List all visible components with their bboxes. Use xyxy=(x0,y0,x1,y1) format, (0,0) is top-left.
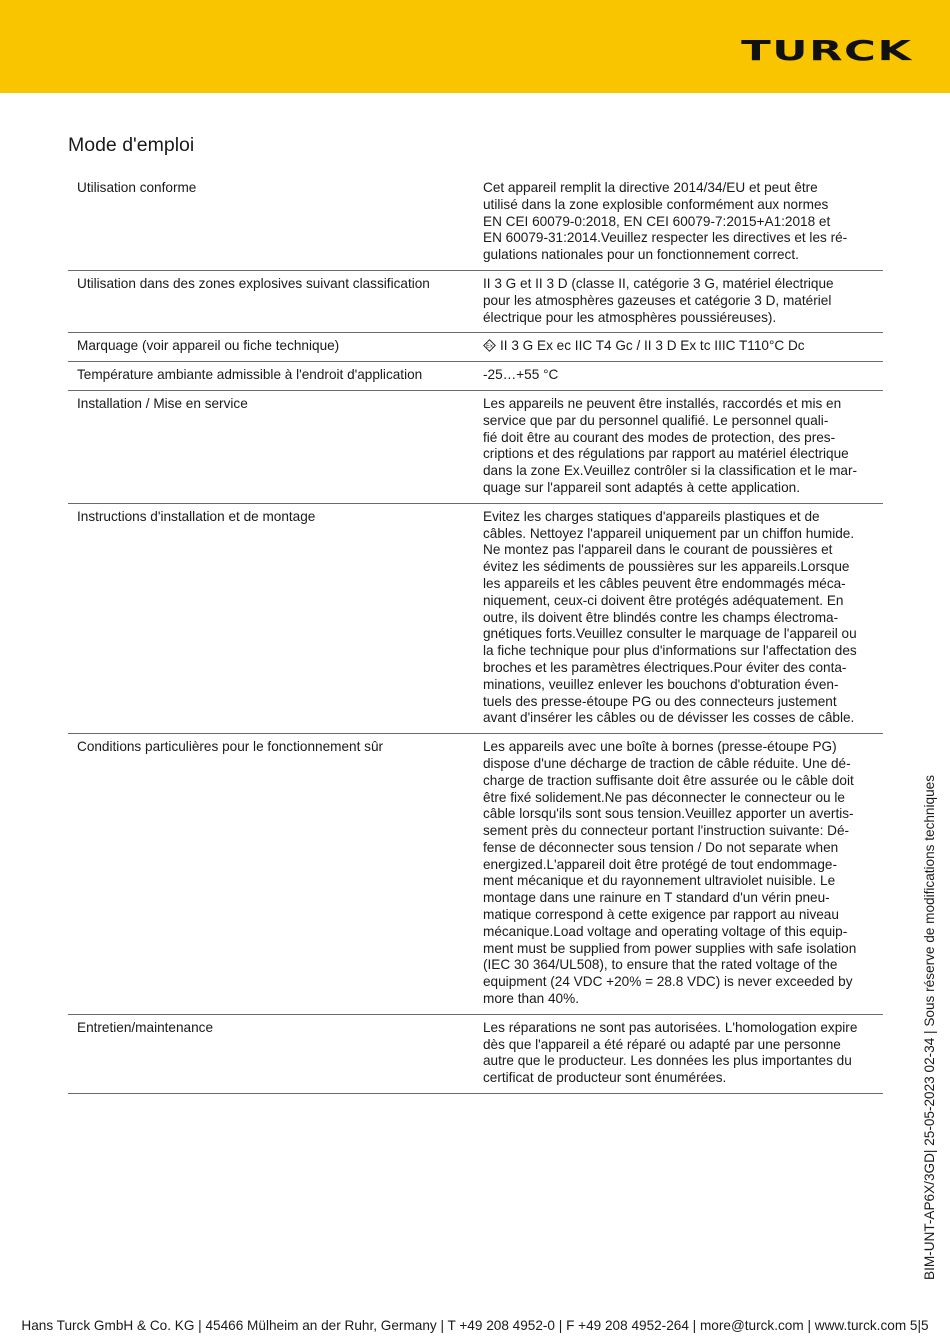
value-line: sement près du connecteur portant l'instruction suivante: Dé- xyxy=(483,823,850,839)
row-value xyxy=(483,333,883,362)
value-line: utilisé dans la zone explosible conformément aux normes xyxy=(483,196,829,212)
value-line: gnétiques forts.Veuillez consulter le marquage de l'appareil ou xyxy=(483,626,857,642)
value-line: fié doit être au courant des modes de protection, des pres- xyxy=(483,429,836,445)
value-line: (IEC 30 364/UL508), to ensure that the rated voltage of the xyxy=(483,957,838,973)
svg-text:Ex: Ex xyxy=(486,344,493,351)
value-text: II 3 G Ex ec IIC T4 Gc / II 3 D Ex tc IIIC T110°C Dc xyxy=(500,338,805,354)
side-note: BIM-UNT-AP6X/3GD| 25-05-2023 02-34 | Sous réserve de modifications techniques xyxy=(922,775,937,1280)
value-line: gulations nationales pour un fonctionnement correct. xyxy=(483,247,799,263)
row-value xyxy=(483,270,883,332)
row-value xyxy=(483,734,883,1015)
value-line: évitez les sédiments de poussières sur les appareils.Lorsque xyxy=(483,559,850,575)
value-line: électrique pour les atmosphères poussiéreuses). xyxy=(483,309,777,325)
row-label: Température ambiante admissible à l'endroit d'application xyxy=(68,362,483,391)
value-line: more than 40%. xyxy=(483,991,579,1007)
table-row xyxy=(68,1014,883,1093)
table-row xyxy=(68,270,883,332)
value-line: tuels des presse-étoupe PG ou des connecteurs justement xyxy=(483,693,837,709)
value-line: energized.L'appareil doit être protégé de tout endommage- xyxy=(483,856,838,872)
row-label: Marquage (voir appareil ou fiche technique) xyxy=(68,333,483,362)
instructions-table xyxy=(68,175,883,1094)
value-line: dispose d'une décharge de traction de câble réduite. Une dé- xyxy=(483,755,851,771)
value-line: ment must be supplied from power supplies with safe isolation xyxy=(483,940,857,956)
value-line: certificat de producteur sont énumérées. xyxy=(483,1070,727,1086)
value-line: être fixé solidement.Ne pas déconnecter le connecteur ou le xyxy=(483,789,845,805)
value-line: dès que l'appareil a été réparé ou adapté par une personne xyxy=(483,1036,841,1052)
value-line: criptions et des régulations par rapport au matériel électrique xyxy=(483,446,849,462)
value-line: minations, veuillez enlever les bouchons d'obturation éven- xyxy=(483,676,839,692)
row-value xyxy=(483,503,883,733)
row-label: Installation / Mise en service xyxy=(68,390,483,503)
value-line: charge de traction suffisante doit être assurée ou le câble doit xyxy=(483,772,854,788)
row-value xyxy=(483,362,883,391)
row-label: Entretien/maintenance xyxy=(68,1014,483,1093)
value-line: câbles. Nettoyez l'appareil uniquement par un chiffon humide. xyxy=(483,525,855,541)
value-line: niquement, ceux-ci doivent être protégés adéquatement. En xyxy=(483,592,844,608)
value-line: service que par du personnel qualifié. Le personnel quali- xyxy=(483,412,829,428)
value-line: la fiche technique pour plus d'informations sur l'affectation des xyxy=(483,643,857,659)
value-line: ment mécanique et du rayonnement ultraviolet nuisible. Le xyxy=(483,873,836,889)
value-line: equipment (24 VDC +20% = 28.8 VDC) is never exceeded by xyxy=(483,974,853,990)
footer: Hans Turck GmbH & Co. KG | 45466 Mülheim an der Ruhr, Germany | T +49 208 4952-0 | F +49 208 4952-264 | more@turck.com | www.turck.com 5|5 xyxy=(21,1318,929,1333)
value-line: Les appareils ne peuvent être installés, raccordés et mis en xyxy=(483,395,842,411)
value-line: outre, ils doivent être blindés contre les champs électroma- xyxy=(483,609,839,625)
row-value xyxy=(483,390,883,503)
value-line: avant d'insérer les câbles ou de dévisser les cosses de câble. xyxy=(483,710,855,726)
value-line: II 3 G et II 3 D (classe II, catégorie 3 G, matériel électrique xyxy=(483,275,834,291)
row-value xyxy=(483,1014,883,1093)
value-line: Cet appareil remplit la directive 2014/34/EU et peut être xyxy=(483,180,818,195)
table-row xyxy=(68,175,883,270)
row-label: Utilisation conforme xyxy=(68,175,483,270)
value-line: mécanique.Load voltage and operating voltage of this equip- xyxy=(483,923,848,939)
turck-logo: TURCK xyxy=(741,34,913,67)
value-line xyxy=(483,338,883,355)
table-row xyxy=(68,390,883,503)
value-line: quage sur l'appareil sont adaptés à cette application. xyxy=(483,479,800,495)
table-row xyxy=(68,503,883,733)
row-value xyxy=(483,175,883,270)
value-line: autre que le producteur. Les données les plus importantes du xyxy=(483,1053,852,1069)
value-line: EN 60079-31:2014.Veuillez respecter les directives et les ré- xyxy=(483,230,848,246)
value-line: les appareils et les câbles peuvent être endommagés méca- xyxy=(483,575,846,591)
value-line: câble lorsqu'ils sont sous tension.Veuillez apporter un avertis- xyxy=(483,806,854,822)
value-line: matique correspond à cette exigence par rapport au niveau xyxy=(483,907,839,923)
value-line: pour les atmosphères gazeuses et catégorie 3 D, matériel xyxy=(483,292,832,308)
value-line: broches et les paramètres électriques.Pour éviter des conta- xyxy=(483,659,847,675)
table-row xyxy=(68,734,883,1015)
page-title: Mode d'emploi xyxy=(68,134,195,156)
row-label: Utilisation dans des zones explosives suivant classification xyxy=(68,270,483,332)
value-line: Les appareils avec une boîte à bornes (presse-étoupe PG) xyxy=(483,739,837,755)
ex-icon xyxy=(483,339,496,352)
table-row xyxy=(68,362,883,391)
table-row xyxy=(68,333,883,362)
value-line: Evitez les charges statiques d'appareils plastiques et de xyxy=(483,508,820,524)
value-line: -25…+55 °C xyxy=(483,367,559,383)
header-bar xyxy=(0,0,950,93)
row-label: Conditions particulières pour le fonctionnement sûr xyxy=(68,734,483,1015)
value-line: dans la zone Ex.Veuillez contrôler si la classification et le mar- xyxy=(483,463,858,479)
value-line: Ne montez pas l'appareil dans le courant de poussières et xyxy=(483,542,833,558)
row-label: Instructions d'installation et de montage xyxy=(68,503,483,733)
value-line: Les réparations ne sont pas autorisées. L'homologation expire xyxy=(483,1019,858,1035)
value-line: montage dans une rainure en T standard d'un vérin pneu- xyxy=(483,890,830,906)
value-line: EN CEI 60079-0:2018, EN CEI 60079-7:2015+A1:2018 et xyxy=(483,213,831,229)
value-line: fense de déconnecter sous tension / Do not separate when xyxy=(483,839,839,855)
